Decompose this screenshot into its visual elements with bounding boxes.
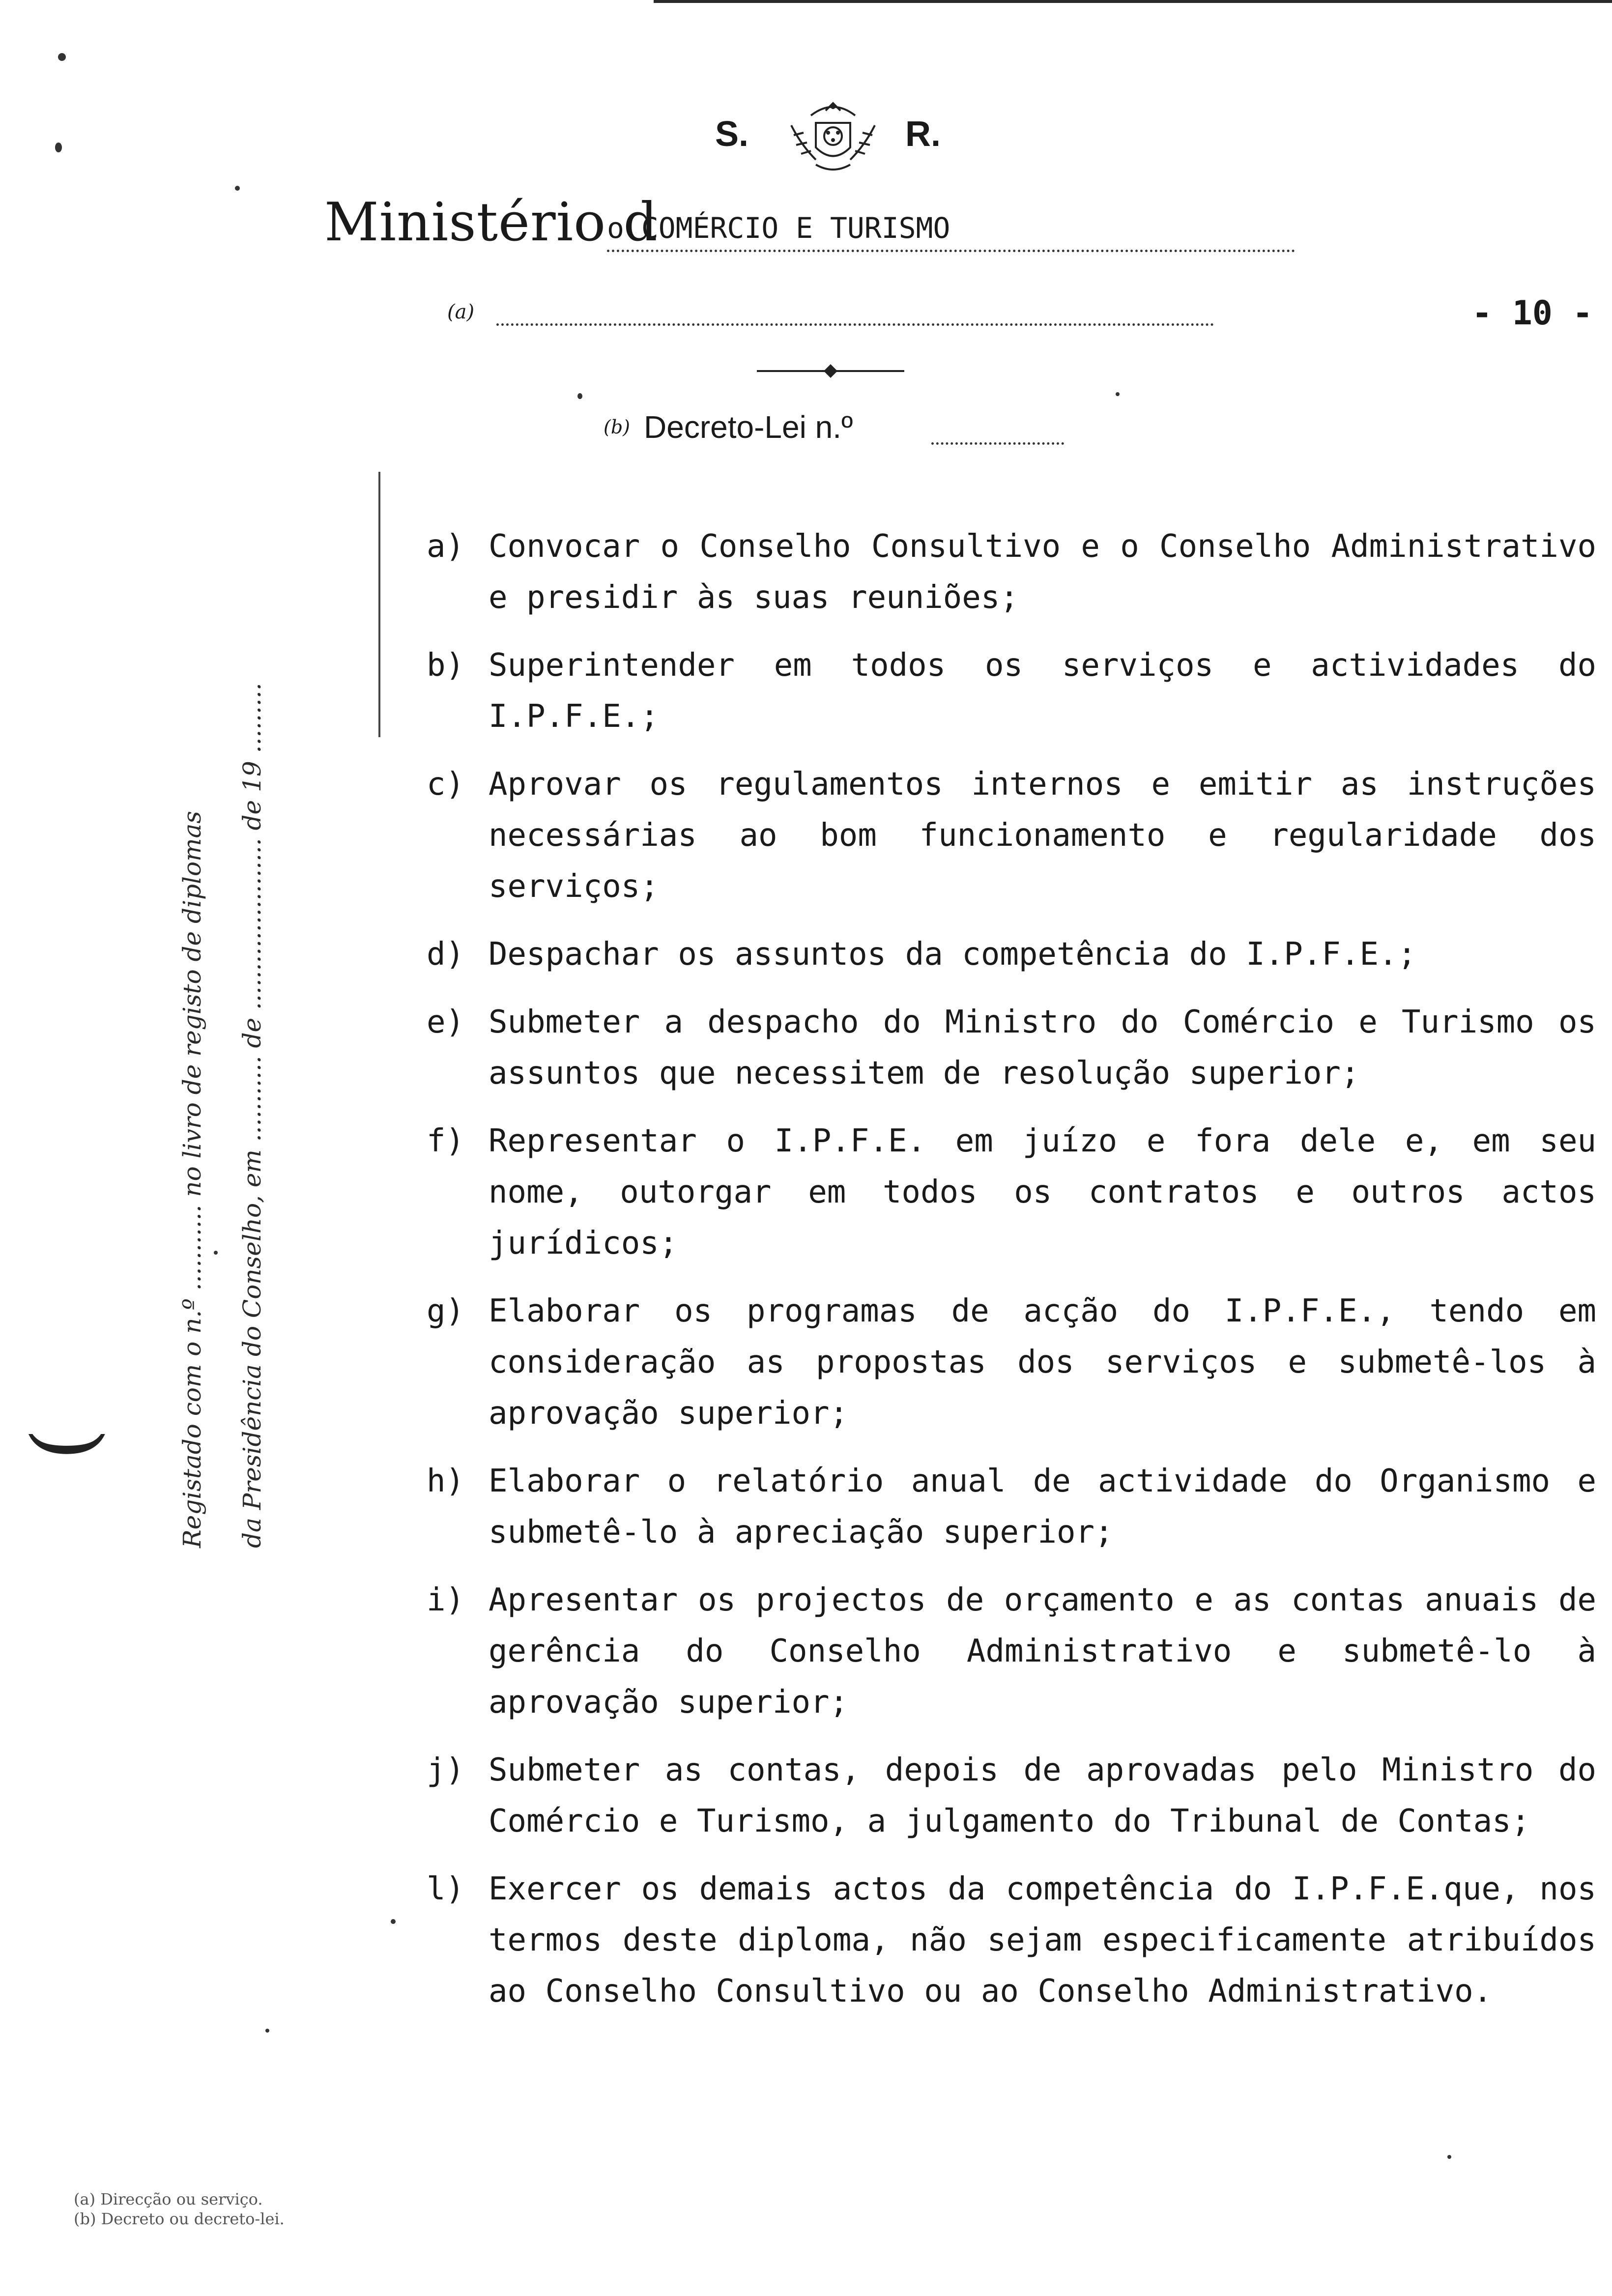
item-letter: e) xyxy=(427,1004,465,1040)
item-text: Despachar os assuntos da competência do I.P.F.E.; xyxy=(489,936,1417,973)
item-text: Submeter a despacho do Ministro do Comércio e Turismo os assuntos que necessitem de resolução superior; xyxy=(489,1004,1596,1091)
scan-speck xyxy=(58,53,66,61)
footnotes xyxy=(74,2189,285,2229)
list-item xyxy=(427,1116,1596,1269)
item-text: Exercer os demais actos da competência do I.P.F.E.que, nos termos deste diploma, não sejam especificamente atribuídos ao Conselho Consultivo ou ao Conselho Administrativo. xyxy=(489,1871,1596,2009)
item-text: Superintender em todos os serviços e actividades do I.P.F.E.; xyxy=(489,647,1596,735)
decree-label: Decreto-Lei n.º xyxy=(644,409,853,445)
item-letter: h) xyxy=(427,1463,465,1499)
scan-speck xyxy=(1116,392,1120,396)
margin-note-line-2: da Presidência do Conselho, em ........... de ...................... de 19 ......... xyxy=(238,683,266,1548)
scan-speck xyxy=(235,186,240,191)
margin-note-line-1: Registado com o n.º ........... no livro de registo de diplomas xyxy=(178,811,206,1548)
list-item xyxy=(427,929,1596,980)
footnote-b: (b) Decreto ou decreto-lei. xyxy=(74,2210,285,2228)
list-item xyxy=(427,1575,1596,1728)
ornament-divider xyxy=(757,361,904,381)
decree-dotted-line xyxy=(931,442,1064,445)
item-text: Elaborar o relatório anual de actividade do Organismo e submetê-lo à apreciação superior; xyxy=(489,1463,1596,1550)
item-letter: b) xyxy=(427,647,465,684)
item-text: Elaborar os programas de acção do I.P.F.E., tendo em consideração as propostas dos serviços e submetê-los à aprovação superior; xyxy=(489,1293,1596,1432)
scan-speck xyxy=(214,1251,218,1255)
list-item xyxy=(427,759,1596,912)
coat-of-arms-icon xyxy=(781,96,885,174)
item-letter: j) xyxy=(427,1752,465,1788)
competence-list xyxy=(427,521,1596,2034)
item-text: Submeter as contas, depois de aprovadas pelo Ministro do Comércio e Turismo, a julgamento do Tribunal de Contas; xyxy=(489,1752,1596,1839)
item-letter: a) xyxy=(427,528,465,565)
margin-bracket-bottom: ( xyxy=(15,1428,113,1461)
item-text: Convocar o Conselho Consultivo e o Conselho Administrativo e presidir às suas reuniões; xyxy=(489,528,1596,616)
list-item xyxy=(427,1456,1596,1558)
ministry-dotted-line xyxy=(607,250,1295,252)
header-s-letter: S. xyxy=(715,115,749,154)
scan-speck xyxy=(577,393,582,399)
a-label: (a) xyxy=(447,301,475,323)
scan-speck xyxy=(55,143,62,152)
decree-marker: (b) xyxy=(604,416,630,438)
scan-speck xyxy=(1447,2155,1451,2159)
list-item xyxy=(427,640,1596,742)
item-letter: d) xyxy=(427,936,465,973)
list-item xyxy=(427,1864,1596,2017)
header-r-letter: R. xyxy=(905,115,941,154)
item-text: Aprovar os regulamentos internos e emitir as instruções necessárias ao bom funcionamento e regularidade dos serviços; xyxy=(489,766,1596,905)
item-letter: f) xyxy=(427,1123,465,1159)
ministry-label: Ministério d xyxy=(324,192,658,253)
left-margin-bar xyxy=(378,472,380,737)
ministry-name: o COMÉRCIO E TURISMO xyxy=(607,211,950,245)
list-item xyxy=(427,521,1596,623)
item-letter: g) xyxy=(427,1293,465,1329)
list-item xyxy=(427,1745,1596,1847)
list-item xyxy=(427,1286,1596,1439)
page-number: - 10 - xyxy=(1472,294,1593,333)
item-text: Apresentar os projectos de orçamento e as contas anuais de gerência do Conselho Administrativo e submetê-lo à aprovação superior; xyxy=(489,1582,1596,1721)
top-rule xyxy=(654,0,1612,3)
scan-speck xyxy=(265,2029,269,2033)
footnote-a: (a) Direcção ou serviço. xyxy=(74,2190,263,2209)
a-dotted-line xyxy=(496,323,1214,326)
list-item xyxy=(427,997,1596,1099)
item-letter: l) xyxy=(427,1871,465,1907)
item-letter: i) xyxy=(427,1582,465,1618)
item-text: Representar o I.P.F.E. em juízo e fora dele e, em seu nome, outorgar em todos os contratos e outros actos jurídicos; xyxy=(489,1123,1596,1262)
registration-margin-note xyxy=(162,634,282,1548)
scan-speck xyxy=(391,1919,396,1924)
item-letter: c) xyxy=(427,766,465,803)
